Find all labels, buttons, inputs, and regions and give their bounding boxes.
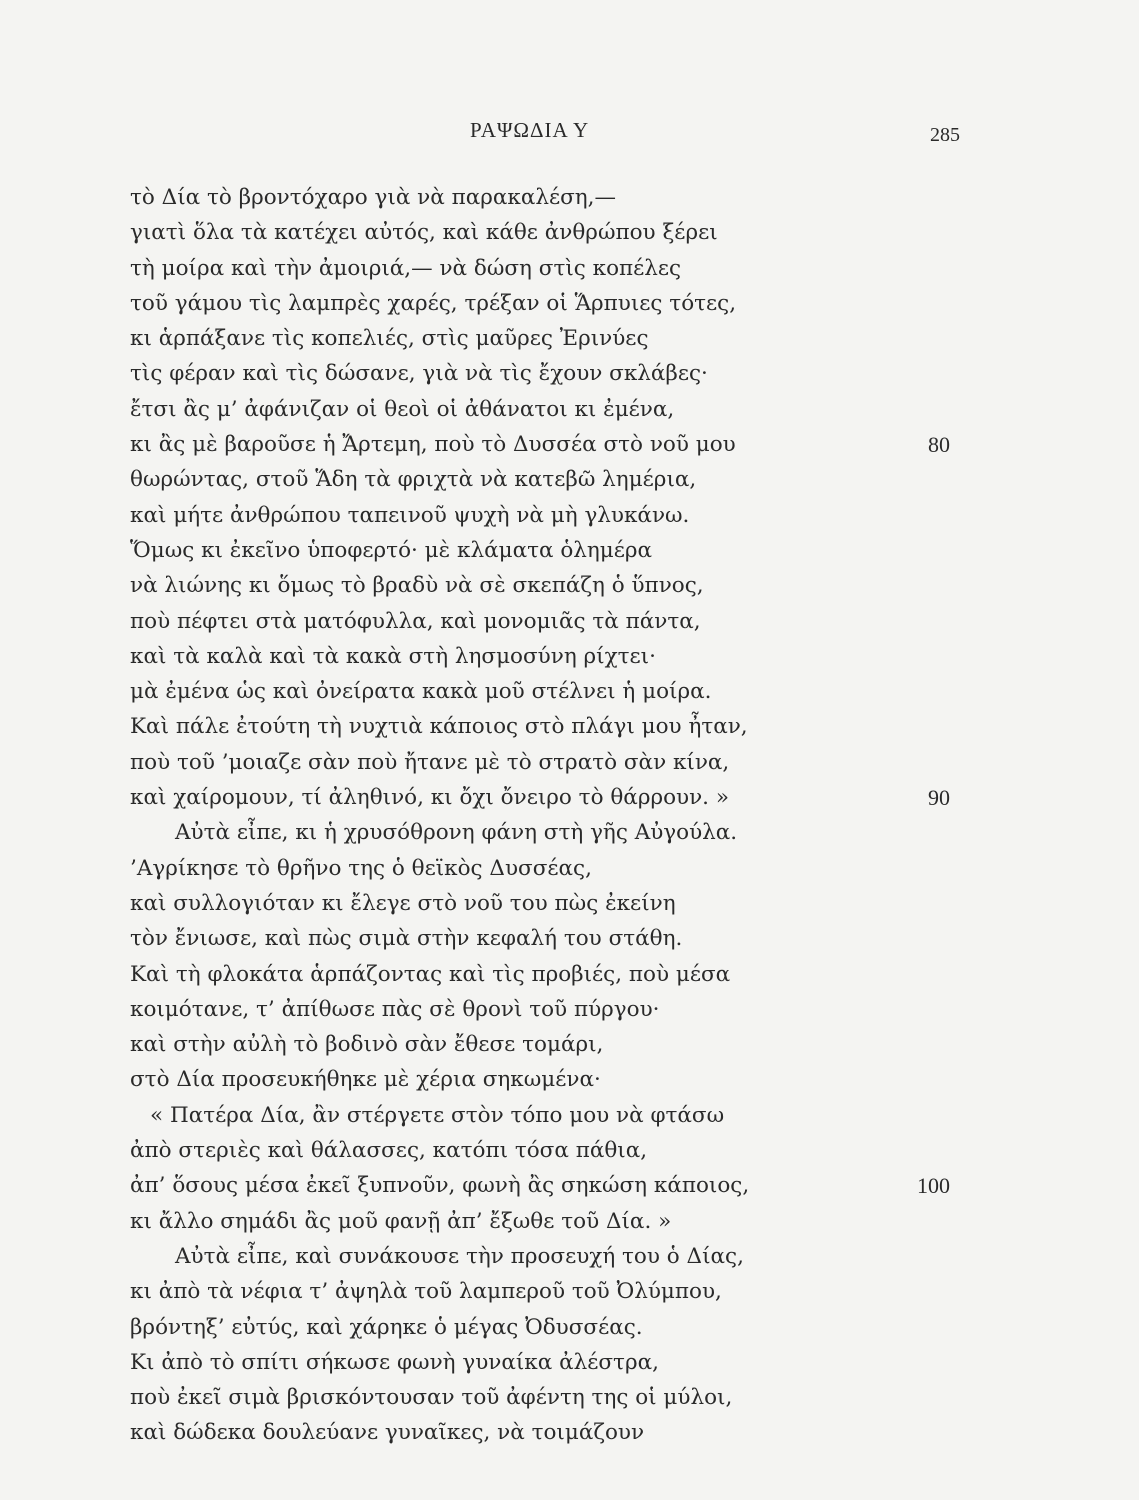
line-number: 100 (917, 1173, 950, 1199)
line-number: 90 (928, 785, 950, 811)
verse-line (130, 604, 960, 639)
verse-text: ἀπ’ ὅσους μέσα ἐκεῖ ξυπνοῦν, φωνὴ ἂς σηκώση κάποιος, (130, 1173, 750, 1199)
verse-text: καὶ δώδεκα δουλεύανε γυναῖκες, νὰ τοιμάζουν (130, 1420, 645, 1446)
verse-line (130, 1062, 960, 1097)
verse-text: τὶς φέραν καὶ τὶς δώσανε, γιὰ νὰ τὶς ἔχουν σκλάβες· (130, 361, 708, 387)
verse-text: κι ἂς μὲ βαροῦσε ἡ Ἄρτεμη, ποὺ τὸ Δυσσέα στὸ νοῦ μου (130, 432, 736, 458)
verse-line (130, 533, 960, 568)
verse-line (130, 1345, 960, 1380)
verse-line (130, 639, 960, 674)
verse-text: ποὺ τοῦ ’μοιαζε σὰν ποὺ ἤτανε μὲ τὸ στρατὸ σὰν κίνα, (130, 749, 730, 775)
verse-text: νὰ λιώνης κι ὅμως τὸ βραδὺ νὰ σὲ σκεπάζη ὁ ὕπνος, (130, 573, 704, 599)
running-head (0, 118, 1139, 148)
verse-line (130, 745, 960, 780)
verse-text: καὶ μήτε ἀνθρώπου ταπεινοῦ ψυχὴ νὰ μὴ γλυκάνω. (130, 502, 690, 528)
verse-line (130, 215, 960, 250)
verse-text: Κι ἀπὸ τὸ σπίτι σήκωσε φωνὴ γυναίκα ἀλέστρα, (130, 1349, 659, 1375)
verse-block (130, 180, 960, 1451)
verse-text: Ὅμως κι ἐκεῖνο ὑποφερτό· μὲ κλάματα ὁλημέρα (130, 537, 653, 563)
verse-text: γιατὶ ὅλα τὰ κατέχει αὐτός, καὶ κάθε ἀνθρώπου ξέρει (130, 220, 718, 246)
verse-line (130, 356, 960, 391)
verse-text: θωρώντας, στοῦ Ἅδη τὰ φριχτὰ νὰ κατεβῶ λημέρια, (130, 467, 697, 493)
verse-text: καὶ συλλογιόταν κι ἔλεγε στὸ νοῦ του πὼς ἐκείνη (130, 890, 676, 916)
verse-text: ποὺ πέφτει στὰ ματόφυλλα, καὶ μονομιᾶς τὰ πάντα, (130, 608, 701, 634)
verse-line (130, 1415, 960, 1450)
verse-text: τὸ Δία τὸ βροντόχαρο γιὰ νὰ παρακαλέση,— (130, 185, 617, 210)
verse-line (130, 1380, 960, 1415)
verse-line (130, 180, 960, 215)
verse-line (130, 427, 960, 462)
page-number: 285 (930, 124, 960, 146)
verse-text: ’Αγρίκησε τὸ θρῆνο της ὁ θεϊκὸς Δυσσέας, (130, 855, 592, 881)
verse-line (130, 462, 960, 497)
verse-text: Αὐτὰ εἶπε, κι ἡ χρυσόθρονη φάνη στὴ γῆς Αὐγούλα. (175, 820, 738, 846)
verse-text: μὰ ἐμένα ὡς καὶ ὀνείρατα κακὰ μοῦ στέλνει ἡ μοίρα. (130, 679, 712, 705)
verse-line (130, 498, 960, 533)
verse-text: κι ἁρπάξανε τὶς κοπελιές, στὶς μαῦρες Ἐρινύες (130, 326, 649, 352)
verse-line (130, 321, 960, 356)
verse-text: ἔτσι ἂς μ’ ἀφάνιζαν οἱ θεοὶ οἱ ἀθάνατοι κι ἐμένα, (130, 396, 675, 422)
verse-text: τοῦ γάμου τὶς λαμπρὲς χαρές, τρέξαν οἱ Ἅρπυιες τότες, (130, 290, 737, 316)
verse-text: ἀπὸ στεριὲς καὶ θάλασσες, κατόπι τόσα πάθια, (130, 1138, 648, 1164)
verse-line (130, 921, 960, 956)
verse-text: Αὐτὰ εἶπε, καὶ συνάκουσε τὴν προσευχή του ὁ Δίας, (175, 1243, 744, 1269)
verse-line (130, 886, 960, 921)
verse-text: ποὺ ἐκεῖ σιμὰ βρισκόντουσαν τοῦ ἀφέντη της οἱ μύλοι, (130, 1385, 733, 1411)
verse-line (130, 957, 960, 992)
verse-line (130, 815, 960, 850)
verse-text: κι ἄλλο σημάδι ἂς μοῦ φανῇ ἀπ’ ἔξωθε τοῦ Δία. » (130, 1208, 672, 1234)
verse-line (130, 851, 960, 886)
verse-line (130, 1204, 960, 1239)
verse-line (130, 1133, 960, 1168)
verse-line (130, 674, 960, 709)
verse-text: κι ἀπὸ τὰ νέφια τ’ ἀψηλὰ τοῦ λαμπεροῦ τοῦ Ὀλύμπου, (130, 1279, 722, 1305)
verse-text: Καὶ πάλε ἐτούτη τὴ νυχτιὰ κάποιος στὸ πλάγι μου ἦταν, (130, 714, 748, 740)
verse-text: στὸ Δία προσευκήθηκε μὲ χέρια σηκωμένα· (130, 1067, 601, 1093)
verse-line (130, 709, 960, 744)
verse-text: καὶ χαίρομουν, τί ἀληθινό, κι ὄχι ὄνειρο τὸ θάρρουν. » (130, 785, 730, 811)
verse-line (130, 568, 960, 603)
verse-line (130, 1239, 960, 1274)
line-number: 80 (928, 432, 950, 458)
verse-text: τὸν ἔνιωσε, καὶ πὼς σιμὰ στὴν κεφαλή του στάθη. (130, 926, 683, 952)
verse-line (130, 1027, 960, 1062)
verse-text: τὴ μοίρα καὶ τὴν ἀμοιριά,— νὰ δώση στὶς κοπέλες (130, 255, 682, 281)
verse-line (130, 1310, 960, 1345)
verse-text: « Πατέρα Δία, ἂν στέργετε στὸν τόπο μου νὰ φτάσω (150, 1102, 725, 1128)
verse-text: κοιμότανε, τ’ ἀπίθωσε πὰς σὲ θρονὶ τοῦ πύργου· (130, 996, 660, 1022)
verse-line (130, 992, 960, 1027)
verse-text: καὶ τὰ καλὰ καὶ τὰ κακὰ στὴ λησμοσύνη ρίχτει· (130, 643, 656, 669)
verse-line (130, 251, 960, 286)
verse-text: καὶ στὴν αὐλὴ τὸ βοδινὸ σὰν ἔθεσε τομάρι, (130, 1032, 604, 1058)
verse-line (130, 1168, 960, 1203)
verse-line (130, 392, 960, 427)
verse-line (130, 286, 960, 321)
verse-text: Καὶ τὴ φλοκάτα ἁρπάζοντας καὶ τὶς προβιές, ποὺ μέσα (130, 961, 731, 987)
verse-line (130, 1274, 960, 1309)
verse-line (130, 1098, 960, 1133)
verse-line (130, 780, 960, 815)
chapter-title: ΡΑΨΩΔΙΑ Υ (470, 118, 590, 142)
verse-text: βρόντηξ’ εὐτύς, καὶ χάρηκε ὁ μέγας Ὀδυσσέας. (130, 1314, 643, 1340)
